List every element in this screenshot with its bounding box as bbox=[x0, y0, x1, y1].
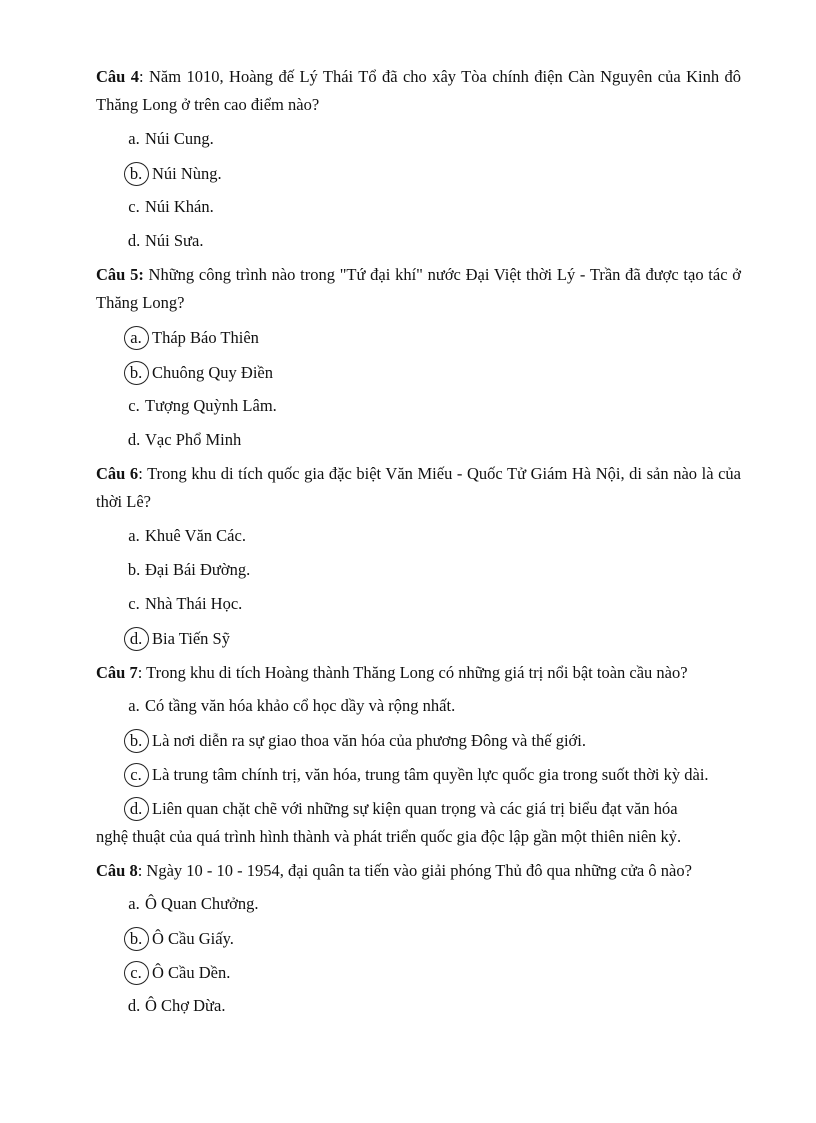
option-text: Bia Tiến Sỹ bbox=[152, 629, 230, 648]
option-text: Ô Quan Chưởng. bbox=[145, 894, 259, 913]
question-4-option-d bbox=[126, 230, 203, 252]
option-letter: c. bbox=[128, 197, 140, 216]
question-6-option-a bbox=[126, 525, 246, 547]
question-7-option-d-continuation: nghệ thuật của quá trình hình thành và phát triển quốc gia độc lập gần một thiên niên kỷ. bbox=[96, 827, 682, 846]
question-7 bbox=[96, 659, 741, 687]
question-4-text: : Năm 1010, Hoàng đế Lý Thái Tổ đã cho xây Tòa chính điện Càn Nguyên của Kinh đô Thăng Long ở trên cao điểm nào? bbox=[96, 67, 742, 114]
question-8-option-a bbox=[126, 893, 258, 915]
question-4 bbox=[96, 63, 741, 119]
question-5-label: Câu 5: bbox=[96, 265, 144, 284]
question-4-option-c bbox=[126, 196, 214, 218]
option-letter-circled: b. bbox=[124, 927, 149, 951]
question-5-option-b bbox=[126, 361, 273, 385]
option-letter-circled: c. bbox=[124, 763, 149, 787]
option-text: Liên quan chặt chẽ với những sự kiện quan trọng và các giá trị biểu đạt văn hóa bbox=[152, 799, 678, 818]
option-text: Núi Cung. bbox=[145, 129, 214, 148]
option-letter: d. bbox=[127, 231, 141, 250]
question-5 bbox=[96, 261, 741, 317]
question-6 bbox=[96, 460, 741, 516]
option-letter-circled: b. bbox=[124, 361, 149, 385]
option-text: Khuê Văn Các. bbox=[145, 526, 246, 545]
option-text: Ô Chợ Dừa. bbox=[145, 996, 226, 1015]
question-6-label: Câu 6 bbox=[96, 464, 139, 483]
option-letter-circled: a. bbox=[124, 326, 149, 350]
option-text: Nhà Thái Học. bbox=[145, 594, 243, 613]
option-text: Vạc Phổ Minh bbox=[145, 430, 242, 449]
option-text: Núi Sưa. bbox=[145, 231, 204, 250]
question-5-option-d bbox=[126, 429, 241, 451]
option-letter: c. bbox=[128, 396, 140, 415]
option-text: Đại Bái Đường. bbox=[145, 560, 251, 579]
option-letter: d. bbox=[127, 430, 141, 449]
option-text: Núi Khán. bbox=[145, 197, 214, 216]
question-8-text: : Ngày 10 - 10 - 1954, đại quân ta tiến vào giải phóng Thủ đô qua những cửa ô nào? bbox=[137, 861, 692, 880]
option-text: Ô Cầu Dền. bbox=[152, 963, 231, 982]
question-6-option-d bbox=[126, 627, 230, 651]
option-letter: a. bbox=[128, 129, 140, 148]
option-text: Ô Cầu Giấy. bbox=[152, 929, 234, 948]
option-letter-circled: b. bbox=[124, 729, 149, 753]
question-8-label: Câu 8 bbox=[96, 861, 138, 880]
question-7-option-d bbox=[126, 797, 741, 821]
option-text: Núi Nùng. bbox=[152, 164, 222, 183]
question-5-option-c bbox=[126, 395, 277, 417]
question-4-label: Câu 4 bbox=[96, 67, 140, 86]
question-8-option-d bbox=[126, 995, 225, 1017]
option-letter-circled: b. bbox=[124, 162, 149, 186]
option-text: Tháp Báo Thiên bbox=[152, 328, 259, 347]
question-7-text: : Trong khu di tích Hoàng thành Thăng Long có những giá trị nổi bật toàn cầu nào? bbox=[137, 663, 688, 682]
option-letter-circled: d. bbox=[124, 797, 149, 821]
option-text: Là nơi diễn ra sự giao thoa văn hóa của phương Đông và thế giới. bbox=[152, 731, 586, 750]
question-5-text: Những công trình nào trong "Tứ đại khí" nước Đại Việt thời Lý - Trần đã được tạo tác ở Thăng Long? bbox=[96, 265, 741, 312]
option-letter: d. bbox=[127, 996, 141, 1015]
question-5-option-a bbox=[126, 326, 259, 350]
question-6-option-b bbox=[126, 559, 250, 581]
question-7-option-b bbox=[126, 729, 586, 753]
option-text: Là trung tâm chính trị, văn hóa, trung tâm quyền lực quốc gia trong suốt thời kỳ dài. bbox=[152, 765, 709, 784]
question-4-option-b bbox=[126, 162, 222, 186]
question-7-option-a bbox=[126, 695, 455, 717]
question-8-option-c bbox=[126, 961, 230, 985]
option-letter-circled: c. bbox=[124, 961, 149, 985]
option-letter: a. bbox=[128, 894, 140, 913]
question-4-option-a bbox=[126, 128, 214, 150]
question-6-option-c bbox=[126, 593, 242, 615]
question-7-label: Câu 7 bbox=[96, 663, 138, 682]
question-8-option-b bbox=[126, 927, 234, 951]
question-6-text: : Trong khu di tích quốc gia đặc biệt Văn Miếu - Quốc Tử Giám Hà Nội, di sản nào là của thời Lê? bbox=[96, 464, 741, 511]
option-text: Tượng Quỳnh Lâm. bbox=[145, 396, 277, 415]
option-letter: a. bbox=[128, 696, 140, 715]
option-letter: a. bbox=[128, 526, 140, 545]
option-text: Chuông Quy Điền bbox=[152, 363, 273, 382]
question-8 bbox=[96, 857, 741, 885]
option-text: Có tầng văn hóa khảo cổ học dầy và rộng nhất. bbox=[145, 696, 456, 715]
option-letter: b. bbox=[127, 560, 141, 579]
option-letter: c. bbox=[128, 594, 140, 613]
question-7-option-c bbox=[126, 763, 709, 787]
option-letter-circled: d. bbox=[124, 627, 149, 651]
